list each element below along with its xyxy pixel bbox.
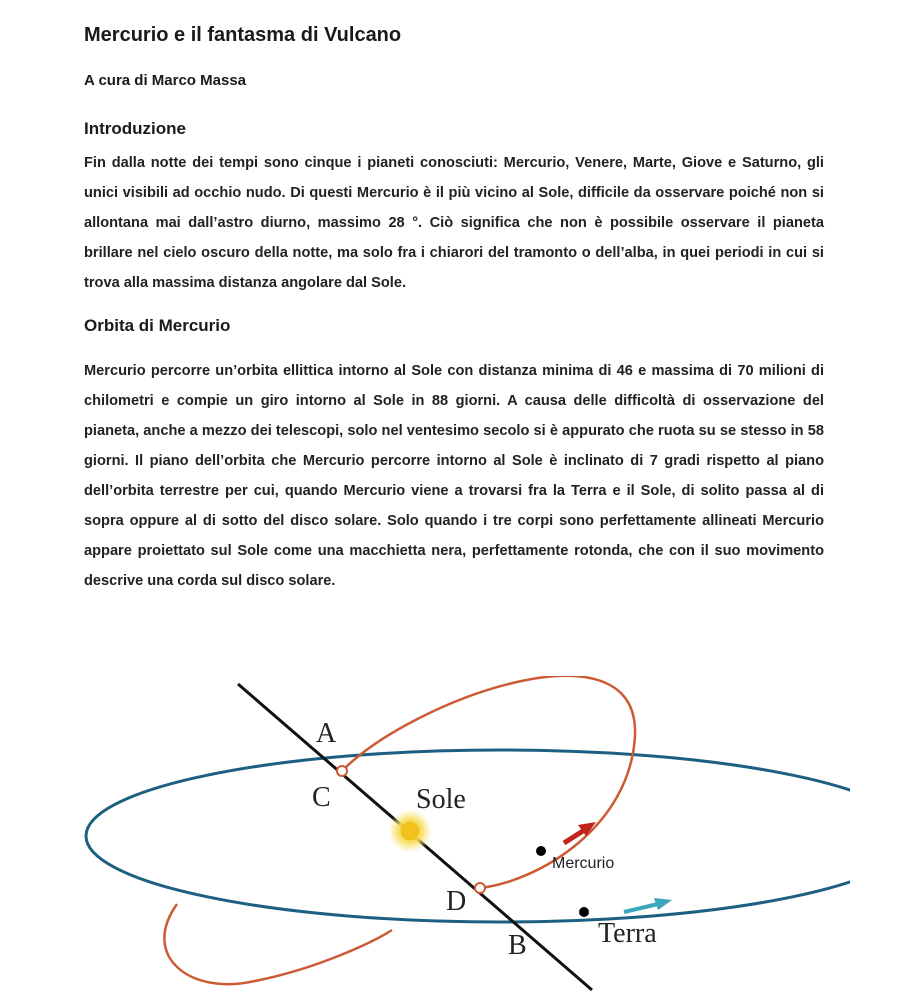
label-mercury: Mercurio [552, 855, 615, 872]
document-title: Mercurio e il fantasma di Vulcano [84, 24, 402, 46]
section-heading-orbita: Orbita di Mercurio [84, 316, 231, 335]
section-heading-introduzione: Introduzione [84, 119, 186, 138]
node-point-c [337, 766, 347, 776]
sun [401, 822, 419, 840]
document-author: A cura di Marco Massa [84, 72, 247, 89]
label-earth: Terra [598, 918, 657, 949]
label-c: C [312, 782, 331, 813]
label-b: B [508, 930, 527, 961]
section-paragraph-orbita: Mercurio percorre un’orbita ellittica intorno al Sole con distanza minima di 46 e massima di 70 milioni di chilometri e compie un giro intorno al Sole in 88 giorni. A causa delle difficoltà di osservazione del pianeta, anche a mezzo dei telescopi, solo nel ventesimo secolo si è appurato che ruota su se stesso in 58 giorni. Il piano dell’orbita che Mercurio percorre intorno al Sole è inclinato di 7 gradi rispetto al piano dell’orbita terrestre per cui, quando Mercurio viene a trovarsi fra la Terra e il Sole, di solito passa al di sopra oppure al di sotto del disco solare. Solo quando i tre corpi sono perfettamente allineati Mercurio appare proiettato sul Sole come una macchietta nera, perfettamente rotonda, che con il suo movimento descrive una corda sul disco solare. [84, 363, 824, 589]
earth-planet [579, 907, 589, 917]
label-d: D [446, 886, 467, 917]
earth-orbit [86, 750, 850, 922]
earth-direction-arrow [624, 898, 672, 912]
mercury-planet [536, 846, 546, 856]
section-paragraph-introduzione: Fin dalla notte dei tempi sono cinque i pianeti conosciuti: Mercurio, Venere, Marte, Giove e Saturno, gli unici visibili ad occhio nudo. Di questi Mercurio è il più vicino al Sole, difficile da osservare poiché non si allontana mai dall’astro diurno, massimo 28 °. Ciò significa che non è possibile osservare il pianeta brillare nel cielo oscuro della notte, ma solo fra i chiarori del tramonto o dell’alba, in quei periodi in cui si trova alla massima distanza angolare dal Sole. [84, 155, 824, 291]
node-point-d [475, 883, 485, 893]
label-a: A [316, 718, 337, 749]
orbit-diagram [80, 676, 850, 996]
label-sun: Sole [416, 784, 466, 815]
